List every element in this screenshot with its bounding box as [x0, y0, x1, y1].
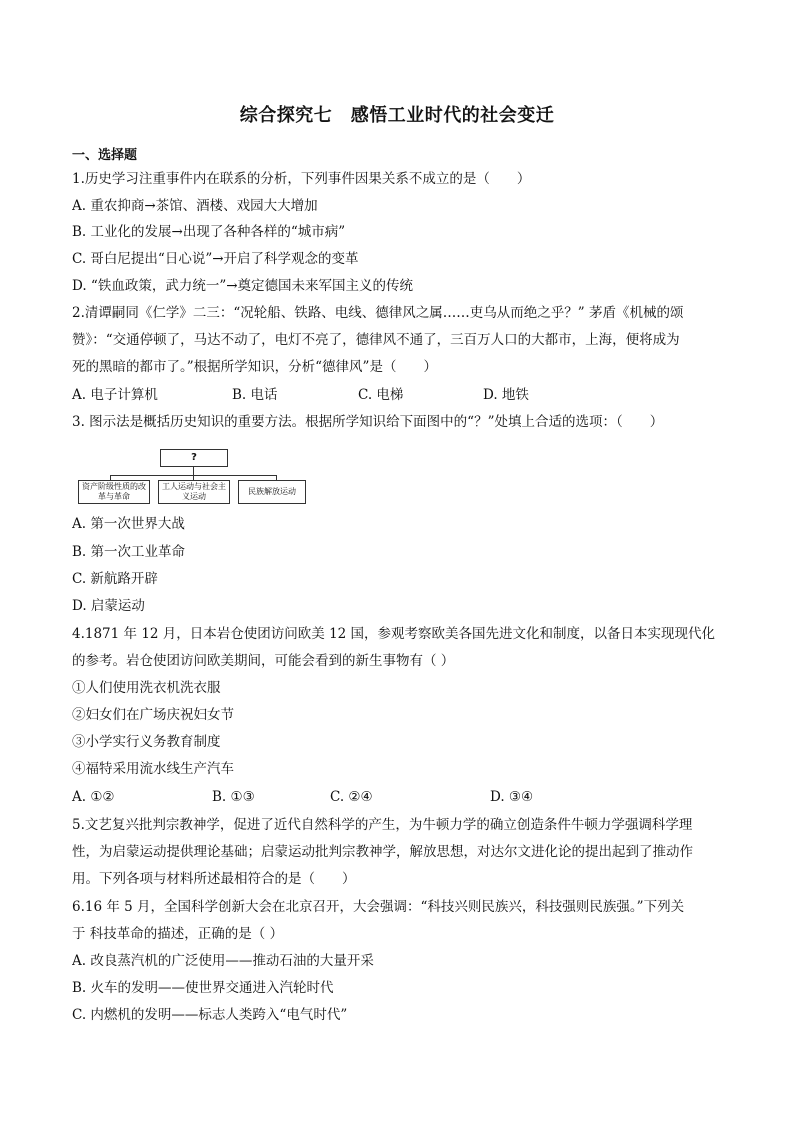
q2-stem-line3: 死的黑暗的都市了。”根据所学知识，分析“德律风”是（ ） [72, 359, 437, 375]
q6-option-a: A. 改良蒸汽机的广泛使用——推动石油的大量开采 [72, 953, 374, 969]
q4-item-2: ②妇女们在广场庆祝妇女节 [72, 707, 234, 723]
diagram-top-box: ? [160, 449, 228, 467]
q4-item-4: ④福特采用流水线生产汽车 [72, 761, 234, 777]
q1-option-b: B. 工业化的发展→出现了各种各样的“城市病” [72, 224, 346, 240]
concept-diagram [78, 447, 308, 505]
q6-option-b: B. 火车的发明——使世界交通进入汽轮时代 [72, 980, 334, 996]
q4-option-b: B. ①③ [212, 789, 255, 805]
q2-option-b: B. 电话 [232, 387, 278, 403]
q3-option-c: C. 新航路开辟 [72, 571, 158, 587]
q5-stem-line1: 5.文艺复兴批判宗教神学，促进了近代自然科学的产生，为牛顿力学的确立创造条件牛顿力学强调科学理 [72, 817, 693, 833]
q1-option-c: C. 哥白尼提出“日心说”→开启了科学观念的变革 [72, 251, 359, 267]
q4-stem-line1: 4.1871 年 12 月，日本岩仓使团访问欧美 12 国，参观考察欧美各国先进文化和制度，以备日本实现现代化 [72, 626, 716, 642]
q3-option-a: A. 第一次世界大战 [72, 516, 185, 532]
q2-option-d: D. 地铁 [483, 387, 529, 403]
q5-stem-line3: 用。下列各项与材料所述最相符合的是（ ） [72, 871, 356, 887]
q3-option-b: B. 第一次工业革命 [72, 544, 186, 560]
q2-option-c: C. 电梯 [358, 387, 404, 403]
diagram-box-middle: 工人运动与社会主义运动 [158, 480, 230, 504]
q4-option-a: A. ①② [72, 789, 115, 805]
q6-stem-line1: 6.16 年 5 月，全国科学创新大会在北京召开，大会强调：“科技兴则民族兴，科技强则民族强。”下列关 [72, 899, 685, 915]
q3-stem: 3. 图示法是概括历史知识的重要方法。根据所学知识给下面图中的“？”处填上合适的选项：（ ） [72, 414, 664, 430]
q1-option-d: D. “铁血政策，武力统一”→奠定德国未来军国主义的传统 [72, 278, 414, 294]
q4-item-1: ①人们使用洗衣机洗衣服 [72, 680, 221, 696]
q3-option-d: D. 启蒙运动 [72, 598, 145, 614]
q5-stem-line2: 性，为启蒙运动提供理论基础；启蒙运动批判宗教神学，解放思想，对达尔文进化论的提出起到了推动作 [72, 844, 693, 860]
q4-item-3: ③小学实行义务教育制度 [72, 734, 221, 750]
q4-option-d: D. ③④ [490, 789, 534, 805]
q6-option-c: C. 内燃机的发明——标志人类跨入“电气时代” [72, 1007, 348, 1023]
diagram-box-right: 民族解放运动 [238, 480, 306, 504]
q6-stem-line2: 于 科技革命的描述，正确的是（ ） [72, 926, 284, 942]
diagram-connector [193, 467, 194, 475]
q1-stem: 1.历史学习注重事件内在联系的分析，下列事件因果关系不成立的是（ ） [72, 171, 531, 187]
diagram-box-left: 资产阶级性质的改革与革命 [78, 480, 150, 504]
page-title: 综合探究七 感悟工业时代的社会变迁 [239, 105, 555, 126]
q2-option-a: A. 电子计算机 [72, 387, 158, 403]
q4-stem-line2: 的参考。岩仓使团访问欧美期间，可能会看到的新生事物有（ ） [72, 653, 455, 669]
q1-option-a: A. 重农抑商→茶馆、酒楼、戏园大大增加 [72, 198, 318, 214]
q4-option-c: C. ②④ [330, 789, 373, 805]
section-heading: 一、选择题 [72, 148, 138, 163]
q2-stem-line1: 2.清谭嗣同《仁学》二三：“况轮船、铁路、电线、德律风之属……吏乌从而绝之乎？” 茅盾《机械的颂 [72, 305, 684, 321]
q2-stem-line2: 赞》：“交通停顿了，马达不动了，电灯不亮了，德律风不通了，三百万人口的大都市，上海，便将成为 [72, 332, 680, 348]
